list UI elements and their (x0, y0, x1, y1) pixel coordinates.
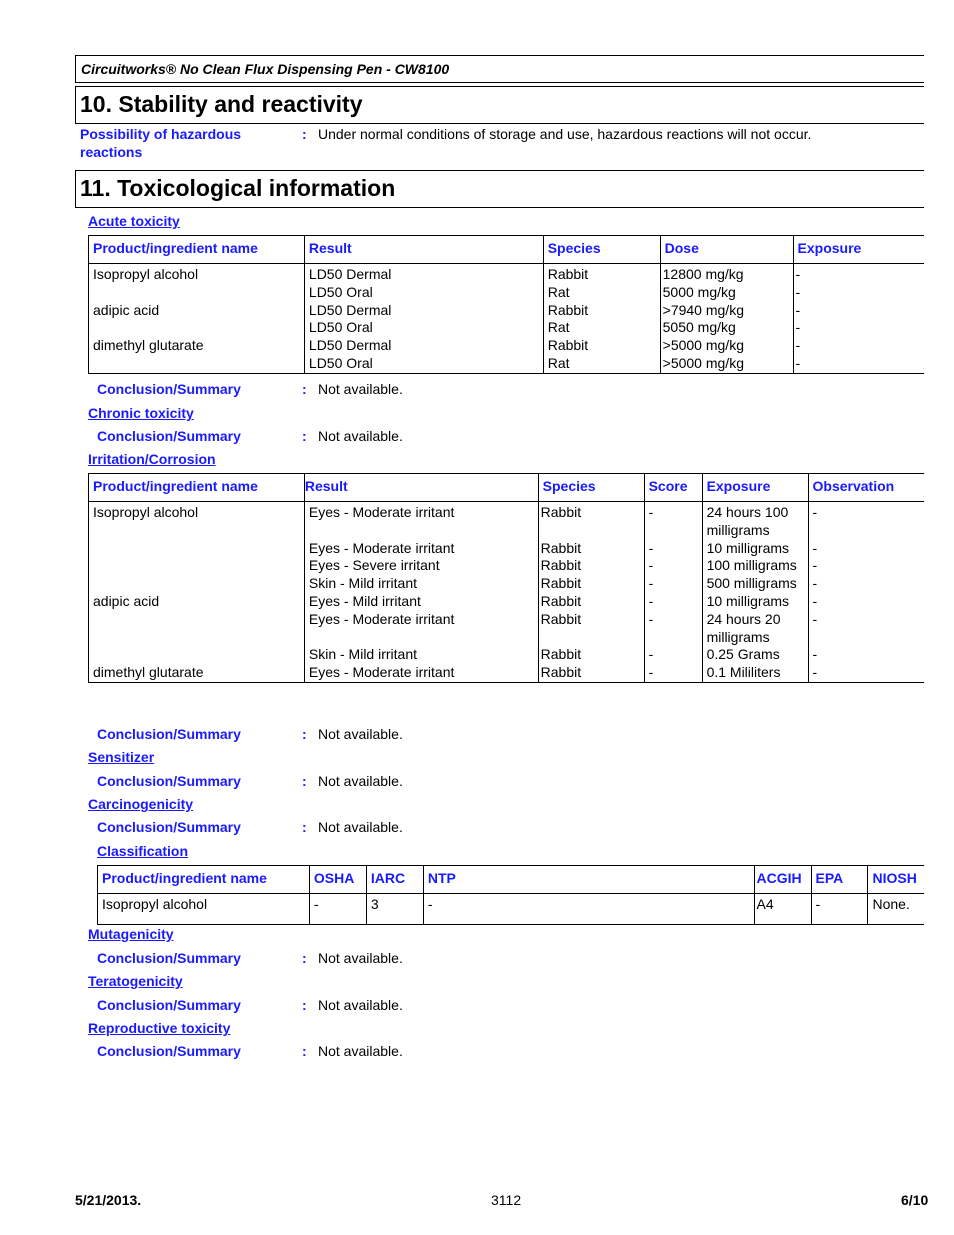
cell-observation: - (808, 502, 924, 540)
section-11-header (75, 170, 924, 208)
cell-exposure: 0.1 Mililiters (702, 664, 808, 682)
conclusion-label: Conclusion/Summary (97, 726, 241, 742)
cell-exposure: - (793, 284, 924, 302)
col-header: Product/ingredient name (89, 474, 305, 502)
carcinogenicity-link[interactable]: Carcinogenicity (88, 796, 194, 812)
cell-result: Eyes - Moderate irritant (304, 611, 538, 647)
cell-dose: >7940 mg/kg (660, 302, 793, 320)
colon: : (302, 1043, 307, 1059)
cell-name (89, 611, 305, 647)
cell-exposure: 100 milligrams (702, 557, 808, 575)
table-row (89, 664, 925, 682)
cell-niosh: None. (868, 894, 924, 925)
footer-code: 3112 (491, 1192, 522, 1208)
conclusion-value: Not available. (318, 950, 403, 966)
classification-header-row (98, 866, 925, 894)
cell-result: Skin - Mild irritant (304, 575, 538, 593)
section-10-title: 10. Stability and reactivity (80, 91, 363, 117)
cell-name (89, 319, 305, 337)
table-row (89, 319, 925, 337)
cell-name (89, 540, 305, 558)
table-row (89, 611, 925, 647)
cell-exposure: 0.25 Grams (702, 646, 808, 664)
irritation-corrosion-link[interactable]: Irritation/Corrosion (88, 451, 216, 467)
colon: : (302, 428, 307, 444)
cell-name: Isopropyl alcohol (89, 502, 305, 540)
col-header: Score (644, 474, 702, 502)
cell-name (89, 646, 305, 664)
conclusion-label: Conclusion/Summary (97, 381, 241, 397)
classification-table (97, 865, 924, 925)
cell-result: Eyes - Severe irritant (304, 557, 538, 575)
table-row (89, 502, 925, 540)
cell-dose: 5050 mg/kg (660, 319, 793, 337)
cell-species: Rabbit (538, 557, 644, 575)
cell-species: Rabbit (543, 264, 660, 284)
cell-name: Isopropyl alcohol (89, 264, 305, 284)
cell-result: Eyes - Moderate irritant (304, 540, 538, 558)
cell-dose: 12800 mg/kg (660, 264, 793, 284)
cell-name (89, 575, 305, 593)
cell-result: LD50 Oral (304, 319, 543, 337)
col-header: Observation (808, 474, 924, 502)
classification-link[interactable]: Classification (97, 843, 189, 859)
cell-result: LD50 Dermal (304, 264, 543, 284)
cell-observation: - (808, 593, 924, 611)
cell-name: Isopropyl alcohol (98, 894, 310, 925)
hazardous-value: Under normal conditions of storage and use, hazardous reactions will not occur. (318, 126, 812, 142)
acute-header-row (89, 236, 925, 264)
cell-observation: - (808, 611, 924, 647)
mutagenicity-link[interactable]: Mutagenicity (88, 926, 174, 942)
colon: : (302, 381, 307, 397)
col-header: EPA (811, 866, 868, 894)
conclusion-label: Conclusion/Summary (97, 997, 241, 1013)
table-row (89, 302, 925, 320)
conclusion-label: Conclusion/Summary (97, 1043, 241, 1059)
table-row (89, 557, 925, 575)
col-header: Exposure (793, 236, 924, 264)
cell-species: Rabbit (538, 575, 644, 593)
cell-dose: >5000 mg/kg (660, 337, 793, 355)
cell-observation: - (808, 557, 924, 575)
cell-dose: 5000 mg/kg (660, 284, 793, 302)
cell-name: adipic acid (89, 593, 305, 611)
irritation-table (88, 473, 924, 683)
colon: : (302, 773, 307, 789)
cell-score: - (644, 664, 702, 682)
cell-result: LD50 Dermal (304, 302, 543, 320)
cell-exposure: - (793, 337, 924, 355)
col-header: OSHA (309, 866, 366, 894)
cell-exposure: 24 hours 20 milligrams (702, 611, 808, 647)
cell-score: - (644, 593, 702, 611)
cell-name: dimethyl glutarate (89, 337, 305, 355)
cell-name (89, 355, 305, 373)
cell-result: Eyes - Moderate irritant (304, 502, 538, 540)
table-row (89, 284, 925, 302)
conclusion-value: Not available. (318, 1043, 403, 1059)
colon: : (302, 819, 307, 835)
cell-result: LD50 Oral (304, 284, 543, 302)
section-10-header (75, 86, 924, 124)
document-header (75, 55, 924, 83)
colon: : (302, 726, 307, 742)
colon: : (302, 126, 307, 142)
cell-species: Rabbit (538, 611, 644, 647)
cell-osha: - (309, 894, 366, 925)
cell-exposure: - (793, 319, 924, 337)
footer-page-number: 6/10 (901, 1192, 929, 1208)
table-row (89, 575, 925, 593)
cell-observation: - (808, 646, 924, 664)
col-header: Product/ingredient name (89, 236, 305, 264)
reproductive-toxicity-link[interactable]: Reproductive toxicity (88, 1020, 231, 1036)
cell-exposure: 24 hours 100 milligrams (702, 502, 808, 540)
hazardous-label-line2: reactions (80, 144, 143, 160)
col-header: Dose (660, 236, 793, 264)
table-row (89, 593, 925, 611)
cell-result: Skin - Mild irritant (304, 646, 538, 664)
cell-name: adipic acid (89, 302, 305, 320)
table-row (89, 540, 925, 558)
table-row (89, 646, 925, 664)
conclusion-value: Not available. (318, 726, 403, 742)
table-row (98, 894, 925, 925)
conclusion-value: Not available. (318, 773, 403, 789)
cell-name: dimethyl glutarate (89, 664, 305, 682)
cell-ntp: - (423, 894, 754, 925)
cell-species: Rabbit (538, 502, 644, 540)
colon: : (302, 950, 307, 966)
cell-species: Rabbit (543, 337, 660, 355)
footer-date: 5/21/2013. (75, 1192, 142, 1208)
colon: : (302, 997, 307, 1013)
cell-species: Rat (543, 319, 660, 337)
cell-dose: >5000 mg/kg (660, 355, 793, 373)
cell-exposure: - (793, 355, 924, 373)
chronic-toxicity-link[interactable]: Chronic toxicity (88, 405, 194, 421)
sensitizer-link[interactable]: Sensitizer (88, 749, 155, 765)
cell-result: LD50 Dermal (304, 337, 543, 355)
cell-score: - (644, 557, 702, 575)
cell-exposure: - (793, 302, 924, 320)
cell-score: - (644, 575, 702, 593)
cell-exposure: 10 milligrams (702, 540, 808, 558)
conclusion-label: Conclusion/Summary (97, 773, 241, 789)
cell-species: Rat (543, 284, 660, 302)
col-header: ACGIH (754, 866, 811, 894)
table-row (89, 264, 925, 284)
col-header: Product/ingredient name (98, 866, 310, 894)
cell-epa: - (811, 894, 868, 925)
cell-score: - (644, 646, 702, 664)
acute-toxicity-table (88, 235, 924, 374)
cell-species: Rat (543, 355, 660, 373)
cell-result: Eyes - Moderate irritant (304, 664, 538, 682)
cell-observation: - (808, 540, 924, 558)
hazardous-label-line1: Possibility of hazardous (80, 126, 242, 142)
cell-species: Rabbit (538, 664, 644, 682)
cell-score: - (644, 502, 702, 540)
cell-exposure: 10 milligrams (702, 593, 808, 611)
cell-exposure: - (793, 264, 924, 284)
col-header: NTP (423, 866, 754, 894)
table-row (89, 337, 925, 355)
conclusion-value: Not available. (318, 997, 403, 1013)
col-header: IARC (366, 866, 423, 894)
cell-score: - (644, 611, 702, 647)
col-header: NIOSH (868, 866, 924, 894)
col-header: Exposure (702, 474, 808, 502)
cell-result: Eyes - Mild irritant (304, 593, 538, 611)
conclusion-value: Not available. (318, 819, 403, 835)
col-header: Result (304, 236, 543, 264)
cell-exposure: 500 milligrams (702, 575, 808, 593)
document-title: Circuitworks® No Clean Flux Dispensing Pen - CW8100 (81, 61, 450, 77)
conclusion-label: Conclusion/Summary (97, 950, 241, 966)
cell-acgih: A4 (754, 894, 811, 925)
cell-species: Rabbit (543, 302, 660, 320)
col-header: Species (543, 236, 660, 264)
irritation-header-row (89, 474, 925, 502)
cell-species: Rabbit (538, 593, 644, 611)
col-header: Result (304, 474, 538, 502)
cell-iarc: 3 (366, 894, 423, 925)
col-header: Species (538, 474, 644, 502)
cell-species: Rabbit (538, 540, 644, 558)
cell-result: LD50 Oral (304, 355, 543, 373)
acute-toxicity-link[interactable]: Acute toxicity (88, 213, 180, 229)
cell-observation: - (808, 664, 924, 682)
section-11-title: 11. Toxicological information (80, 175, 396, 201)
conclusion-value: Not available. (318, 381, 403, 397)
cell-name (89, 557, 305, 575)
conclusion-label: Conclusion/Summary (97, 819, 241, 835)
table-row (89, 355, 925, 373)
teratogenicity-link[interactable]: Teratogenicity (88, 973, 183, 989)
cell-score: - (644, 540, 702, 558)
conclusion-label: Conclusion/Summary (97, 428, 241, 444)
cell-species: Rabbit (538, 646, 644, 664)
cell-name (89, 284, 305, 302)
conclusion-value: Not available. (318, 428, 403, 444)
cell-observation: - (808, 575, 924, 593)
